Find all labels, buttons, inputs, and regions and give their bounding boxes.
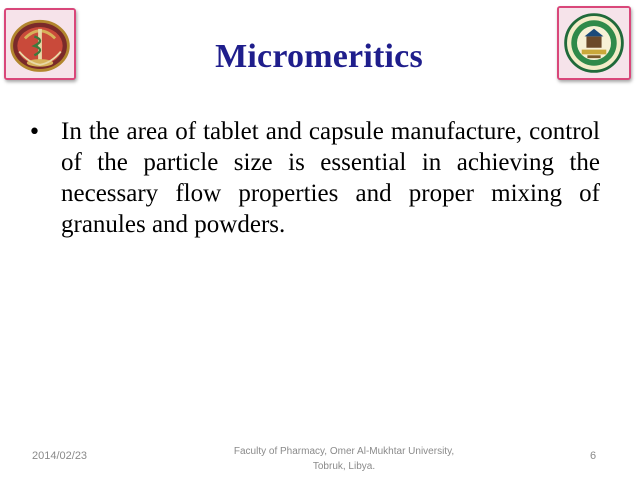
- university-seal-icon: [559, 8, 629, 78]
- slide-body: [28, 116, 600, 240]
- university-seal-logo: [557, 6, 631, 80]
- bullet-dot-icon: •: [28, 120, 41, 145]
- bullet-text: In the area of tablet and capsule manufacture, control of the particle size is essential in achieving the necessary flow properties and proper mixing of granules and powders.: [61, 118, 600, 238]
- footer-institution-line1: Faculty of Pharmacy, Omer Al-Mukhtar University,: [233, 446, 455, 457]
- footer-institution-line2: Tobruk, Libya.: [312, 461, 376, 472]
- footer-date: 2014/02/23: [32, 450, 88, 462]
- slide-title: Micromeritics: [215, 38, 423, 75]
- bullet-item: [28, 116, 600, 240]
- page-number: 6: [590, 450, 597, 462]
- footer-institution: [219, 444, 469, 474]
